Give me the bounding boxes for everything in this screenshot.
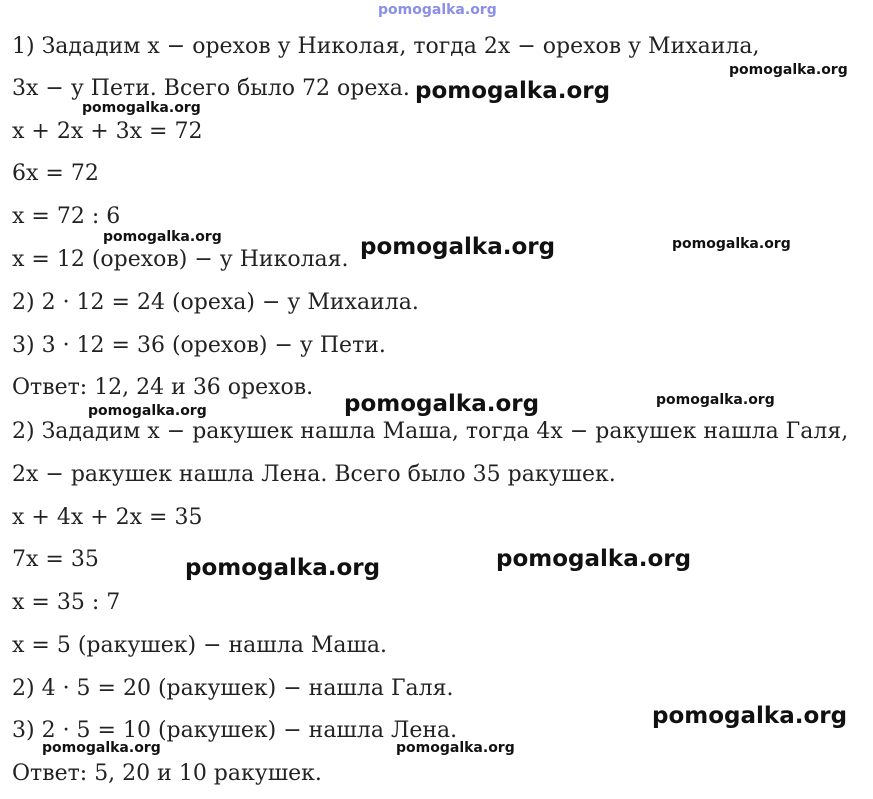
solution-line-1: 1) Зададим x − орехов у Николая, тогда 2x − орехов у Михаила, [12, 34, 760, 59]
solution-line-18: Ответ: 5, 20 и 10 ракушек. [12, 761, 322, 786]
watermark: pomogalka.org [42, 740, 161, 756]
solution-line-10: 2) Зададим x − ракушек нашла Маша, тогда 4x − ракушек нашла Галя, [12, 419, 849, 444]
solution-line-17: 3) 2 · 5 = 10 (ракушек) − нашла Лена. [12, 718, 458, 743]
watermark: pomogalka.org [82, 100, 201, 116]
solution-line-7: 2) 2 · 12 = 24 (ореха) − у Михаила. [12, 290, 419, 315]
watermark: pomogalka.org [88, 403, 207, 419]
solution-line-15: x = 5 (ракушек) − нашла Маша. [12, 633, 388, 658]
watermark: pomogalka.org [396, 740, 515, 756]
solution-line-9: Ответ: 12, 24 и 36 орехов. [12, 375, 314, 400]
watermark: pomogalka.org [344, 391, 540, 417]
solution-line-12: x + 4x + 2x = 35 [12, 505, 203, 530]
solution-line-8: 3) 3 · 12 = 36 (орехов) − у Пети. [12, 333, 386, 358]
watermark-top: pomogalka.org [378, 2, 497, 18]
watermark: pomogalka.org [185, 555, 381, 581]
solution-line-5: x = 72 : 6 [12, 204, 121, 229]
solution-line-2: 3x − у Пети. Всего было 72 ореха. [12, 76, 410, 101]
solution-line-13: 7x = 35 [12, 547, 99, 572]
solution-line-6: x = 12 (орехов) − у Николая. [12, 247, 349, 272]
solution-line-14: x = 35 : 7 [12, 590, 121, 615]
watermark: pomogalka.org [652, 703, 848, 729]
solution-line-4: 6x = 72 [12, 161, 99, 186]
watermark: pomogalka.org [729, 62, 848, 78]
watermark: pomogalka.org [360, 234, 556, 260]
solution-line-3: x + 2x + 3x = 72 [12, 119, 203, 144]
watermark: pomogalka.org [656, 392, 775, 408]
watermark: pomogalka.org [496, 546, 692, 572]
watermark: pomogalka.org [103, 229, 222, 245]
watermark: pomogalka.org [415, 78, 611, 104]
solution-line-11: 2x − ракушек нашла Лена. Всего было 35 ракушек. [12, 462, 616, 487]
watermark: pomogalka.org [672, 236, 791, 252]
solution-line-16: 2) 4 · 5 = 20 (ракушек) − нашла Галя. [12, 676, 454, 701]
